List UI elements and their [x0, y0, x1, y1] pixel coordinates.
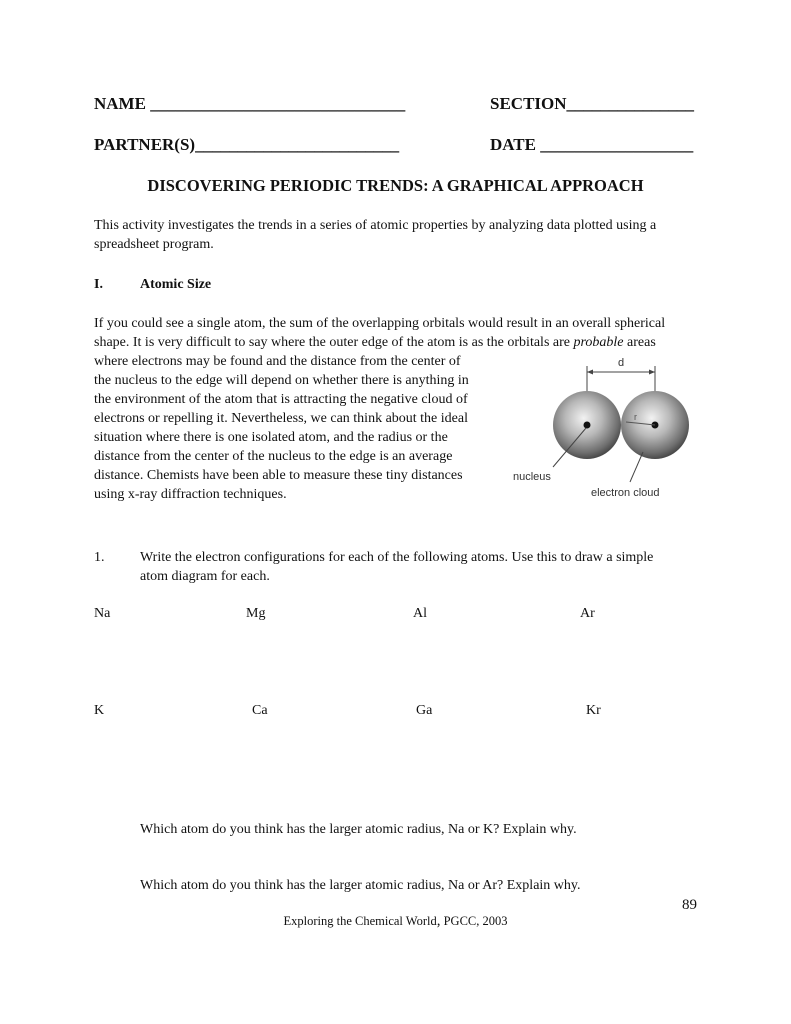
cloud-pointer — [630, 452, 643, 482]
footer-comma: , — [436, 913, 441, 929]
paragraph-line: the environment of the atom that is attracting the negative cloud of — [94, 392, 468, 407]
question-na-vs-k: Which atom do you think has the larger atomic radius, Na or K? Explain why. — [140, 822, 577, 837]
paragraph-line: electrons or repelling it. Nevertheless, we can think about the ideal — [94, 411, 468, 426]
name-field-label: NAME ______________________________ — [94, 94, 406, 113]
element-label-ga: Ga — [416, 703, 433, 718]
question-line: atom diagram for each. — [140, 569, 270, 584]
element-label-na: Na — [94, 606, 111, 621]
paragraph-italic-word: probable — [573, 335, 624, 350]
paragraph-line: distance from the center of the nucleus to the edge is an average — [94, 449, 453, 464]
element-label-ca: Ca — [252, 703, 268, 718]
intro-line: This activity investigates the trends in a series of atomic properties by analyzing data plotted using a — [94, 218, 657, 233]
element-label-al: Al — [413, 606, 427, 621]
question-1-text — [140, 548, 720, 586]
section-field-label: SECTION_______________ — [490, 94, 695, 113]
paragraph-line: If you could see a single atom, the sum of the overlapping orbitals would result in an overall spherical — [94, 316, 666, 331]
nucleus-label: nucleus — [513, 471, 551, 483]
footer-text: PGCC, 2003 — [440, 914, 508, 928]
footer — [0, 913, 791, 930]
footer-text: Exploring the Chemical World — [283, 914, 437, 928]
date-field-label: DATE __________________ — [490, 135, 694, 154]
paragraph-text: areas — [623, 335, 656, 350]
d-label: d — [617, 357, 625, 369]
partner-field-label: PARTNER(S)________________________ — [94, 135, 400, 154]
r-label: r — [634, 412, 637, 422]
element-label-kr: Kr — [586, 703, 601, 718]
element-label-k: K — [94, 703, 105, 718]
d-arrow-left — [587, 370, 593, 375]
atom-diagram — [505, 352, 705, 507]
element-label-mg: Mg — [246, 606, 266, 621]
question-line: Write the electron configurations for each of the following atoms. Use this to draw a simple — [140, 550, 654, 565]
intro-line: spreadsheet program. — [94, 237, 214, 252]
electron-cloud-label: electron cloud — [591, 487, 660, 499]
paragraph-line — [94, 333, 714, 352]
paragraph-text: shape. It is very difficult to say where the outer edge of the atom is as the orbitals are — [94, 335, 574, 350]
question-number: 1. — [94, 550, 105, 565]
paragraph-line: where electrons may be found and the distance from the center of — [94, 354, 461, 369]
paragraph-line: using x-ray diffraction techniques. — [94, 487, 287, 502]
intro-paragraph — [94, 216, 714, 254]
question-na-vs-ar: Which atom do you think has the larger atomic radius, Na or Ar? Explain why. — [140, 878, 581, 893]
d-arrow-right — [649, 370, 655, 375]
paragraph-line: the nucleus to the edge will depend on whether there is anything in — [94, 373, 469, 388]
paragraph-line: distance. Chemists have been able to measure these tiny distances — [94, 468, 463, 483]
page-number: 89 — [682, 897, 697, 913]
nucleus-dot-left — [584, 422, 591, 429]
paragraph-line: situation where there is one isolated atom, and the radius or the — [94, 430, 448, 445]
page-title: DISCOVERING PERIODIC TRENDS: A GRAPHICAL APPROACH — [147, 176, 644, 195]
section-number: I. — [94, 277, 103, 292]
element-label-ar: Ar — [580, 606, 595, 621]
section-heading: Atomic Size — [140, 277, 212, 292]
